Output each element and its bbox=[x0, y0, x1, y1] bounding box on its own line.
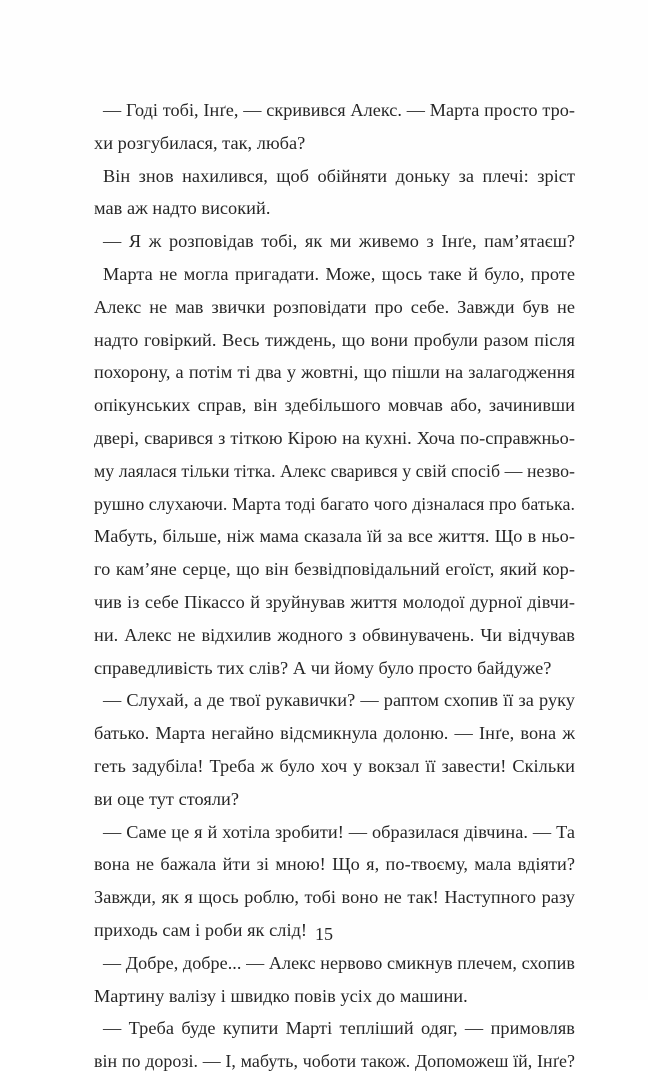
text-line: він по дорозі. — І, мабуть, чоботи також. Допоможеш їй, Інґе? bbox=[94, 1051, 575, 1072]
text-line: Він знов нахилився, щоб обійняти доньку за плечі: зріст bbox=[103, 165, 575, 186]
text-line: — Годі тобі, Інґе, — скривився Алекс. — Марта просто тро- bbox=[103, 100, 575, 120]
text-line: хи розгубилася, так, люба? bbox=[94, 132, 306, 153]
text-line: — Саме це я й хотіла зробити! — образилася дівчина. — Та bbox=[103, 821, 575, 842]
text-line: батько. Марта негайно відсмикнула долоню. — Інґе, вона ж bbox=[94, 723, 575, 744]
text-line: Завжди, як я щось роблю, тобі воно не так! Наступного разу bbox=[94, 887, 575, 908]
text-line: вона не бажала йти зі мною! Що я, по-твоєму, мала вдіяти? bbox=[94, 854, 575, 875]
text-line: Мартину валізу і швидко повів усіх до машини. bbox=[94, 985, 468, 1006]
text-line: — Слухай, а де твої рукавички? — раптом схопив її за руку bbox=[103, 690, 575, 711]
text-line: чив із себе Пікассо й зруйнував життя молодої дурної дівчи- bbox=[94, 591, 575, 612]
text-line: геть задубіла! Треба ж було хоч у вокзал її завести! Скільки bbox=[94, 755, 575, 776]
text-line: рушно слухаючи. Марта тоді багато чого дізналася про батька. bbox=[94, 493, 575, 514]
text-line: двері, сварився з тіткою Кірою на кухні. Хоча по-справжньо- bbox=[94, 427, 575, 448]
text-line: Алекс не мав звички розповідати про себе. Завжди був не bbox=[94, 296, 575, 317]
text-line: мав аж надто високий. bbox=[94, 198, 271, 219]
text-line: надто говіркий. Весь тиждень, що вони пробули разом після bbox=[94, 329, 575, 350]
text-line: опікунських справ, він здебільшого мовчав або, зачинивши bbox=[94, 395, 575, 416]
text-line: Мабуть, більше, ніж мама сказала їй за все життя. Що в ньо- bbox=[94, 526, 575, 547]
text-line: Марта не могла пригадати. Може, щось таке й було, проте bbox=[103, 263, 575, 284]
text-line: — Я ж розповідав тобі, як ми живемо з Інґе, пам’ятаєш? bbox=[103, 231, 575, 252]
text-line: — Треба буде купити Марті тепліший одяг, — примовляв bbox=[103, 1018, 575, 1039]
text-line: справедливість тих слів? А чи йому було просто байдуже? bbox=[94, 657, 552, 678]
text-line: похорону, а потім ті два у жовтні, що пішли на залагодження bbox=[94, 362, 575, 383]
text-line: го кам’яне серце, що він безвідповідальний егоїст, який кор- bbox=[94, 559, 575, 580]
text-line: приходь сам і роби як слід! bbox=[94, 919, 308, 940]
text-line: му лаялася тільки тітка. Алекс сварився у свій спосіб — незво- bbox=[94, 460, 575, 481]
text-line: — Добре, добре... — Алекс нервово смикнув плечем, схопив bbox=[103, 952, 575, 973]
page-number: 15 bbox=[315, 924, 333, 944]
text-line: ни. Алекс не відхилив жодного з обвинувачень. Чи відчував bbox=[94, 624, 575, 645]
text-line: ви оце тут стояли? bbox=[94, 788, 240, 809]
